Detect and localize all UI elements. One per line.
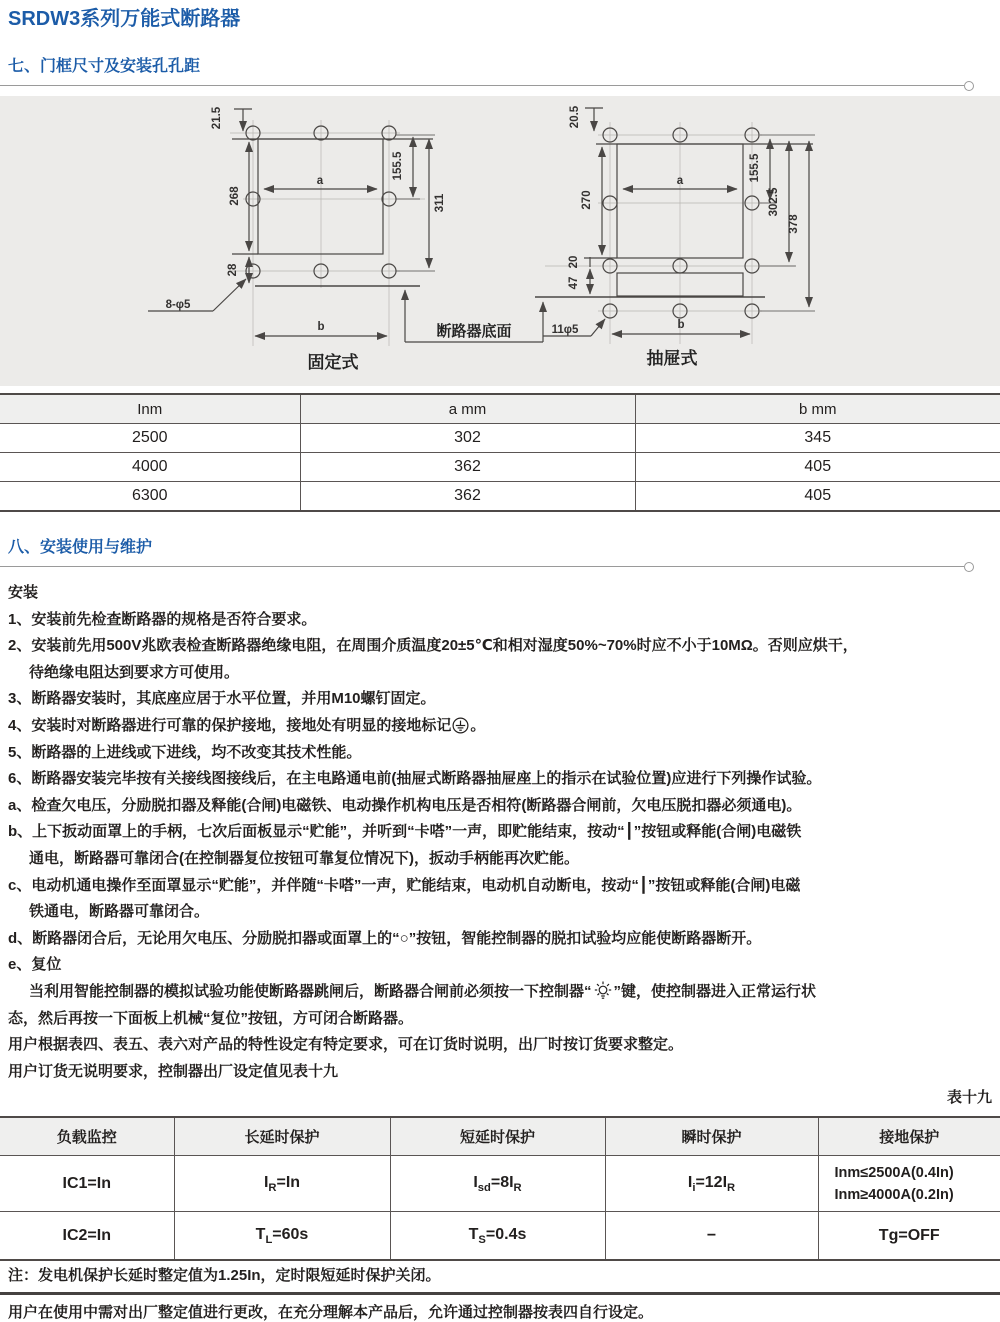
footer-note: 用户在使用中需对出厂整定值进行更改，在充分理解本产品后，允许通过控制器按表四自行设定。 [8,1304,654,1322]
table-row [0,1212,1000,1261]
cell: 6300 [0,482,300,512]
cell: $T_S=0.4s$ [390,1212,605,1261]
cell: $T_L=60s$ [174,1212,390,1261]
dim-label-a-drawer: a [676,175,684,187]
breaker-bottom-pointer [405,290,543,342]
factory-setting-table [0,1116,1000,1261]
install-step-1: 1、安装前先检查断路器的规格是否符合要求。 [8,610,317,628]
cell: 4000 [0,453,300,482]
drawer-type-diagram [535,105,815,368]
col-header-b: b mm [635,394,1000,424]
install-step-a: a、检查欠电压，分励脱扣器及释能(合闸)电磁铁、电动操作机构电压是否相符(断路器合闸前，欠电压脱扣器必须通电)。 [8,796,802,814]
fixed-type-diagram [148,106,446,372]
cell: $I_{sd}=8I_R$ [390,1156,605,1212]
earth-ground-icon [452,717,469,734]
breaker-bottom-label: 断路器底面 [436,323,512,340]
cell: Tg=OFF [818,1212,1000,1261]
install-step-2-cont: 待绝缘电阻达到要求方可使用。 [29,663,240,681]
col-header-long-delay: 长延时保护 [174,1117,390,1156]
dim-label-268: 268 [229,186,241,206]
install-subtitle: 安装 [8,584,39,601]
install-step-b-cont: 通电，断路器可靠闭合(在控制器复位按钮可靠复位情况下)，扳动手柄能再次贮能。 [29,849,579,867]
dim-label-378: 378 [788,214,800,234]
section7-heading: 七、门框尺寸及安装孔孔距 [8,58,201,75]
dim-label-b-fixed: b [317,321,325,333]
install-step-c-cont: 铁通电，断路器可靠闭合。 [29,903,210,921]
installation-instructions [0,580,1000,1085]
cell: $I_i=12I_R$ [605,1156,818,1212]
install-step-5: 5、断路器的上进线或下进线，均不改变其技术性能。 [8,743,362,761]
install-step-6: 6、断路器安装完毕按有关接线图接线后，在主电路通电前(抽屉式断路器抽屉座上的指示在试验位置)应进行下列操作试验。 [8,770,822,788]
install-step-c: c、电动机通电操作至面罩显示“贮能”，并伴随“卡嗒”一声，贮能结束，电动机自动断电，按动“┃”按钮或释能(合闸)电磁 [8,876,801,894]
dim-label-270: 270 [581,190,593,210]
dim-label-b-drawer: b [677,319,685,331]
cell: 405 [635,482,1000,512]
install-step-e-text: 当利用智能控制器的模拟试验功能使断路器跳闸后，断路器合闸前必须按一下控制器“ [29,982,592,1000]
col-header-inm: Inm [0,394,300,424]
install-para-2: 用户订货无说明要求，控制器出厂设定值见表十九 [8,1062,339,1080]
section-divider [0,562,1000,572]
cell: 2500 [0,424,300,453]
dim-label-a-fixed: a [316,175,324,187]
table19-caption: 表十九 [946,1089,992,1107]
col-header-ground: 接地保护 [818,1117,1000,1156]
col-header-short-delay: 短延时保护 [390,1117,605,1156]
col-header-load-monitor: 负载监控 [0,1117,174,1156]
cell: 302 [300,424,635,453]
install-step-4-text: 4、安装时对断路器进行可靠的保护接地，接地处有明显的接地标记 [8,716,452,734]
cell: IC2=In [0,1212,174,1261]
table-note: 注：发电机保护长延时整定值为1.25In，定时限短延时保护关闭。 [0,1261,1000,1295]
install-para-1: 用户根据表四、表五、表六对产品的特性设定有特定要求，可在订货时说明，出厂时按订货要求整定。 [8,1036,684,1054]
install-step-4-period: 。 [470,716,486,734]
dimension-diagram-panel [0,96,1000,386]
dim-label-28: 28 [227,263,239,277]
col-header-a: a mm [300,394,635,424]
col-header-instantaneous: 瞬时保护 [605,1117,818,1156]
dim-label-311: 311 [434,193,446,213]
table-row [0,453,1000,482]
section-divider [0,81,1000,91]
dim-label-155-5-drawer: 155.5 [749,153,761,183]
section8-heading: 八、安装使用与维护 [8,539,153,556]
table-row [0,1156,1000,1212]
dim-label-47: 47 [568,276,580,290]
install-step-e-text2: ”键，使控制器进入正常运行状 [613,982,817,1000]
frame-dimension-table [0,393,1000,512]
cell: 362 [300,482,635,512]
table-row [0,482,1000,512]
installation-diagram [0,96,1000,386]
dim-label-20-5: 20.5 [569,105,581,129]
install-step-3: 3、断路器安装时，其底座应居于水平位置，并用M10螺钉固定。 [8,690,436,708]
cell: − [605,1212,818,1261]
holes-label-drawer: 11φ5 [551,324,579,336]
mounting-holes [603,128,759,318]
install-step-2: 2、安装前先用500V兆欧表检查断路器绝缘电阻，在周围介质温度20±5℃和相对湿度50%~70%时应不小于10MΩ。否则应烘干， [8,637,858,655]
fixed-type-caption: 固定式 [307,353,359,372]
cell: 405 [635,453,1000,482]
dim-label-302-5: 302.5 [768,187,780,217]
install-step-b: b、上下扳动面罩上的手柄，七次后面板显示“贮能”，并听到“卡嗒”一声，即贮能结束，按动“┃”按钮或释能(合闸)电磁铁 [8,823,802,841]
install-step-d: d、断路器闭合后，无论用欠电压、分励脱扣器或面罩上的“○”按钮，智能控制器的脱扣试验均应能使断路器断开。 [8,929,762,947]
install-step-4 [0,713,1000,740]
cell: $I_R=In$ [174,1156,390,1212]
dim-label-21-5: 21.5 [211,106,223,130]
table-row [0,424,1000,453]
lamp-test-key-icon [593,980,613,1000]
dim-label-20: 20 [568,255,580,269]
cell: IC1=In [0,1156,174,1212]
page-title: SRDW3系列万能式断路器 [8,8,241,30]
cell: Inm≤2500A(0.4In) Inm≥4000A(0.2In) [818,1156,1000,1212]
cell: 362 [300,453,635,482]
install-step-e: e、复位 [8,956,62,974]
drawer-type-caption: 抽屉式 [646,349,698,368]
cell: 345 [635,424,1000,453]
install-step-e-cont: 态，然后再按一下面板上机械“复位”按钮，方可闭合断路器。 [8,1009,414,1027]
dim-label-155-5-fixed: 155.5 [392,151,404,181]
holes-label-fixed: 8-φ5 [165,299,191,311]
install-step-e-detail [0,979,1000,1006]
table-header-row [0,394,1000,424]
table-header-row [0,1117,1000,1156]
